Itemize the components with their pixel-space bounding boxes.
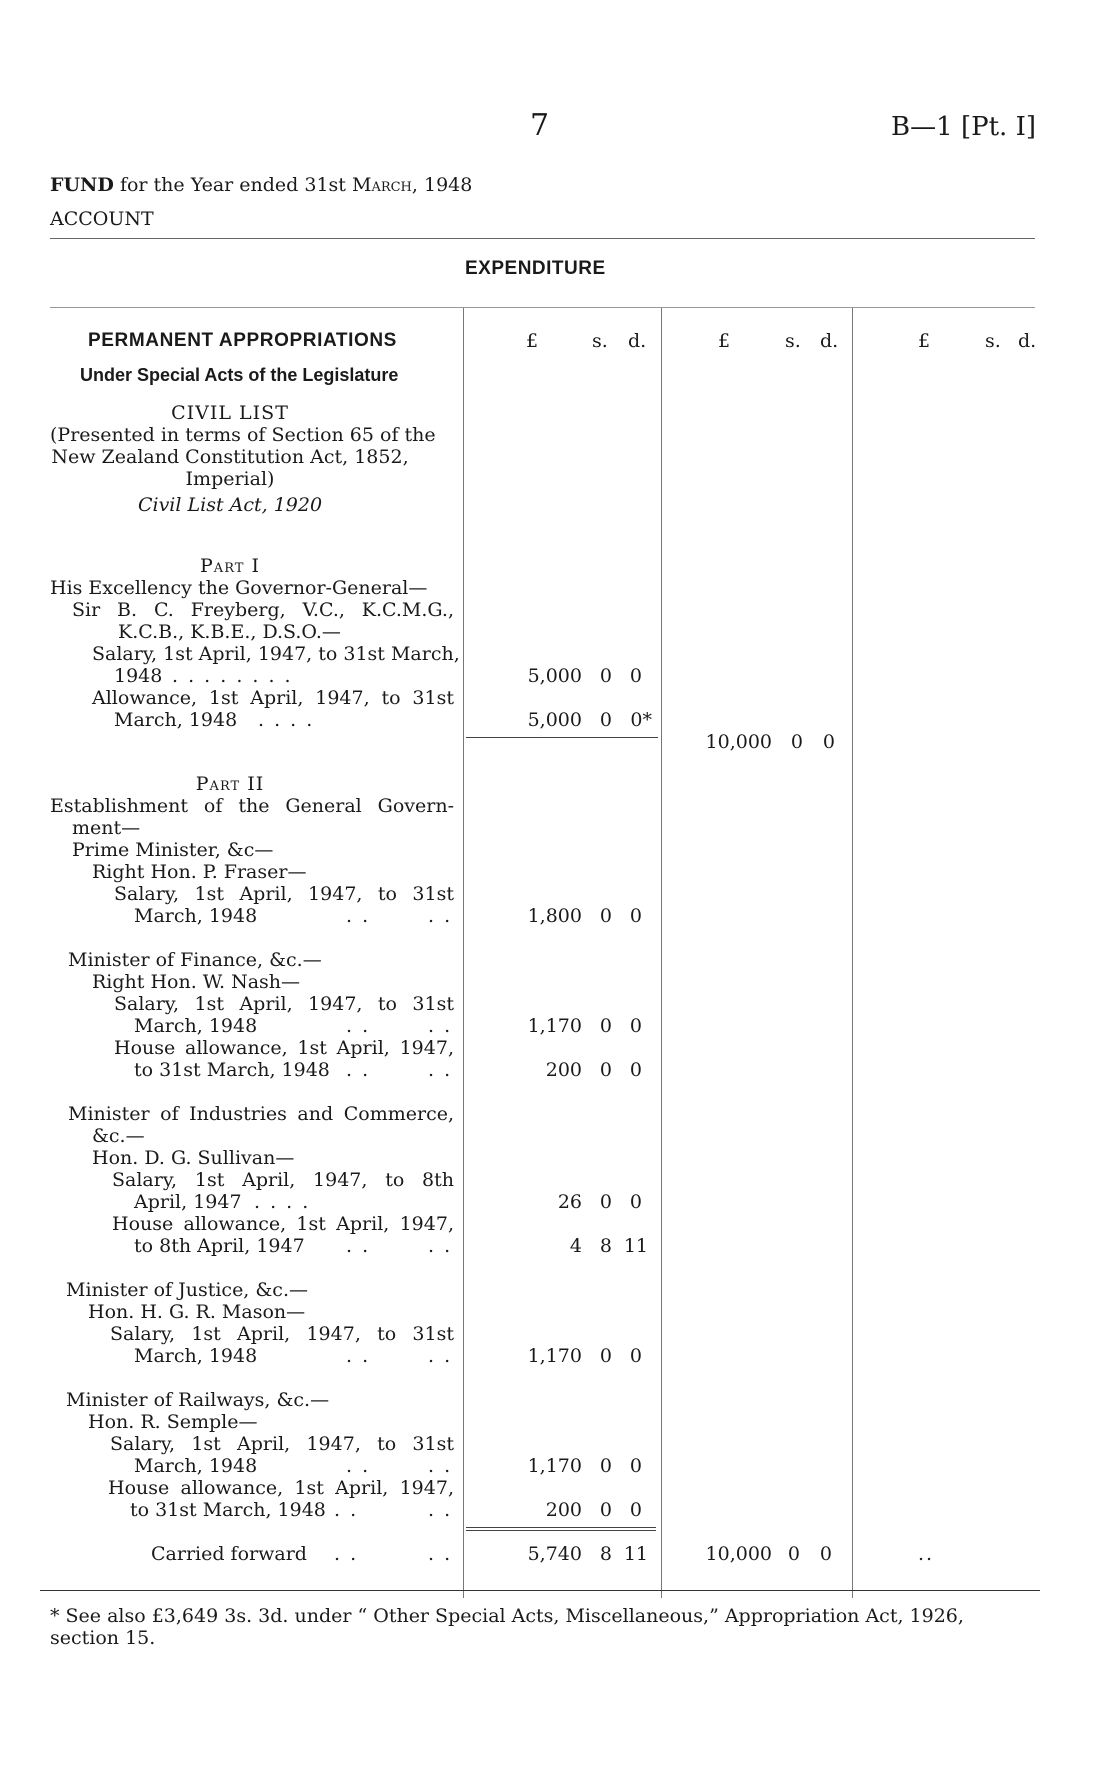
fund-year: , 1948 [411, 174, 473, 196]
industries-minister-line-1: Minister of Industries and Commerce, [68, 1103, 454, 1125]
header-rule [50, 307, 1035, 308]
just-salary-line-1: Salary, 1st April, 1947, to 31st [110, 1323, 454, 1345]
col3-pence-header: d. [1018, 330, 1037, 352]
civil-list-note-line-3: Imperial) [185, 468, 275, 490]
fund-heading [50, 174, 472, 196]
account-heading: ACCOUNT [50, 208, 154, 230]
carried-rule [466, 1527, 656, 1528]
column-rule-3 [852, 308, 853, 1598]
leader-dots: . . [428, 1235, 453, 1257]
carried-col2-pence: 0 [819, 1543, 832, 1565]
leader-dots: . . [346, 1345, 371, 1367]
carried-col2-shillings: 0 [787, 1543, 800, 1565]
rail-house-line-2: to 31st March, 1948 [130, 1499, 326, 1521]
governor-general-name-line-1: Sir B. C. Freyberg, V.C., K.C.M.G., [72, 599, 454, 621]
amount-pounds: 5,000 [527, 709, 582, 731]
amount-shillings: 0 [599, 665, 612, 687]
justice-minister-label: Minister of Justice, &c.— [66, 1279, 308, 1301]
amount-pence: 0 [629, 1499, 642, 1521]
carried-col2-pounds: 10,000 [705, 1543, 772, 1565]
leader-dots: . . [346, 1455, 371, 1477]
document-reference: B—1 [Pt. I] [891, 112, 1036, 142]
page-number: 7 [530, 108, 550, 143]
carried-col3-dots: .. [918, 1543, 935, 1565]
ind-house-line-2: to 8th April, 1947 [134, 1235, 305, 1257]
governor-general-label: His Excellency the Governor-General— [50, 577, 428, 599]
amount-pence: 0 [629, 1455, 642, 1477]
railways-minister-label: Minister of Railways, &c.— [66, 1389, 330, 1411]
leader-dots: . . . . [254, 1191, 311, 1213]
gg-salary-line-1: Salary, 1st April, 1947, to 31st March, [92, 643, 460, 665]
gg-allowance-line-2: March, 1948 [114, 709, 238, 731]
amount-shillings: 0 [599, 709, 612, 731]
establishment-line-2: ment— [72, 817, 141, 839]
pm-salary-line-1: Salary, 1st April, 1947, to 31st [114, 883, 454, 905]
leader-dots: . . [346, 1015, 371, 1037]
leader-dots: . . . . . . . . [172, 665, 293, 687]
part-1-total-pence: 0 [822, 731, 835, 753]
amount-shillings: 0 [599, 1499, 612, 1521]
column-rule-1 [463, 308, 464, 1598]
leader-dots: . . [428, 1345, 453, 1367]
amount-pence: 0 [629, 905, 642, 927]
leader-dots: . . [428, 1455, 453, 1477]
fin-salary-line-1: Salary, 1st April, 1947, to 31st [114, 993, 454, 1015]
amount-pounds: 5,000 [527, 665, 582, 687]
amount-pounds: 1,170 [527, 1345, 582, 1367]
carried-rule-double [466, 1530, 656, 1531]
amount-pounds: 200 [545, 1059, 582, 1081]
amount-shillings: 0 [599, 1191, 612, 1213]
expenditure-heading: EXPENDITURE [465, 258, 606, 279]
governor-general-name-line-2: K.C.B., K.B.E., D.S.O.— [118, 621, 341, 643]
fund-prefix: FUND [50, 174, 114, 196]
ind-salary-line-1: Salary, 1st April, 1947, to 8th [112, 1169, 454, 1191]
ind-salary-line-2: April, 1947 [134, 1191, 242, 1213]
leader-dots: . . [334, 1543, 359, 1565]
ind-house-line-1: House allowance, 1st April, 1947, [112, 1213, 454, 1235]
industries-minister-line-2: &c.— [92, 1125, 145, 1147]
fin-house-line-2: to 31st March, 1948 [134, 1059, 330, 1081]
amount-pounds: 4 [569, 1235, 582, 1257]
amount-pence: 0 [629, 1015, 642, 1037]
top-rule [50, 238, 1035, 239]
carried-col1-pounds: 5,740 [527, 1543, 582, 1565]
pm-salary-line-2: March, 1948 [134, 905, 258, 927]
leader-dots: . . [428, 1015, 453, 1037]
amount-pounds: 1,170 [527, 1015, 582, 1037]
leader-dots: . . [346, 905, 371, 927]
amount-pence: 11 [623, 1235, 648, 1257]
railways-minister-name: Hon. R. Semple— [88, 1411, 258, 1433]
amount-shillings: 8 [599, 1235, 612, 1257]
part-2-heading: Part II [195, 773, 265, 795]
part-1-total-pounds: 10,000 [705, 731, 772, 753]
justice-minister-name: Hon. H. G. R. Mason— [88, 1301, 306, 1323]
amount-pounds: 1,170 [527, 1455, 582, 1477]
rail-house-line-1: House allowance, 1st April, 1947, [108, 1477, 454, 1499]
leader-dots: . . [346, 1235, 371, 1257]
amount-shillings: 0 [599, 905, 612, 927]
fin-salary-line-2: March, 1948 [134, 1015, 258, 1037]
establishment-line-1: Establishment of the General Govern- [50, 795, 454, 817]
amount-pence: 0* [630, 709, 652, 731]
amount-shillings: 0 [599, 1345, 612, 1367]
prime-minister-name: Right Hon. P. Fraser— [92, 861, 307, 883]
footnote: * See also £3,649 3s. 3d. under “ Other Special Acts, Miscellaneous,” Appropriation Act, 1926, section 15. [50, 1605, 964, 1649]
col2-shilling-header: s. [785, 330, 801, 352]
fund-rest: for the Year ended 31st [113, 174, 352, 196]
civil-list-note-line-2: New Zealand Constitution Act, 1852, [51, 446, 409, 468]
leader-dots: . . [428, 1059, 453, 1081]
subtotal-rule [466, 737, 658, 738]
amount-pence: 0 [629, 1191, 642, 1213]
gg-salary-line-2: 1948 [114, 665, 163, 687]
part-1-heading: Part I [200, 555, 260, 577]
amount-pounds: 1,800 [527, 905, 582, 927]
civil-list-heading: CIVIL LIST [171, 402, 289, 424]
amount-shillings: 0 [599, 1015, 612, 1037]
footnote-rule [40, 1590, 1040, 1591]
industries-minister-name: Hon. D. G. Sullivan— [92, 1147, 295, 1169]
carried-col1-pence: 11 [623, 1543, 648, 1565]
civil-list-act: Civil List Act, 1920 [137, 494, 323, 516]
col1-pound-header: £ [526, 330, 539, 352]
amount-pounds: 26 [557, 1191, 582, 1213]
fin-house-line-1: House allowance, 1st April, 1947, [114, 1037, 454, 1059]
prime-minister-label: Prime Minister, &c— [72, 839, 274, 861]
carried-forward-label: Carried forward [151, 1543, 307, 1565]
fund-month: March [351, 174, 412, 196]
carried-col1-shillings: 8 [599, 1543, 612, 1565]
finance-minister-label: Minister of Finance, &c.— [68, 949, 322, 971]
col3-pound-header: £ [918, 330, 931, 352]
amount-pence: 0 [629, 665, 642, 687]
column-rule-2 [661, 308, 662, 1598]
civil-list-note-line-1: (Presented in terms of Section 65 of the [50, 424, 436, 446]
leader-dots: . . [428, 1499, 453, 1521]
finance-minister-name: Right Hon. W. Nash— [92, 971, 301, 993]
leader-dots: . . [334, 1499, 359, 1521]
gg-allowance-line-1: Allowance, 1st April, 1947, to 31st [92, 687, 454, 709]
amount-shillings: 0 [599, 1059, 612, 1081]
amount-pounds: 200 [545, 1499, 582, 1521]
rail-salary-line-2: March, 1948 [134, 1455, 258, 1477]
leader-dots: . . . . [258, 709, 315, 731]
amount-pence: 0 [629, 1345, 642, 1367]
amount-shillings: 0 [599, 1455, 612, 1477]
permanent-appropriations-heading: PERMANENT APPROPRIATIONS [88, 330, 397, 351]
col2-pence-header: d. [820, 330, 839, 352]
leader-dots: . . [428, 1543, 453, 1565]
special-acts-heading: Under Special Acts of the Legislature [80, 365, 399, 385]
part-1-total-shillings: 0 [790, 731, 803, 753]
col1-pence-header: d. [628, 330, 647, 352]
just-salary-line-2: March, 1948 [134, 1345, 258, 1367]
amount-pence: 0 [629, 1059, 642, 1081]
leader-dots: . . [428, 905, 453, 927]
col1-shilling-header: s. [592, 330, 608, 352]
col2-pound-header: £ [718, 330, 731, 352]
rail-salary-line-1: Salary, 1st April, 1947, to 31st [110, 1433, 454, 1455]
leader-dots: . . [346, 1059, 371, 1081]
col3-shilling-header: s. [985, 330, 1001, 352]
